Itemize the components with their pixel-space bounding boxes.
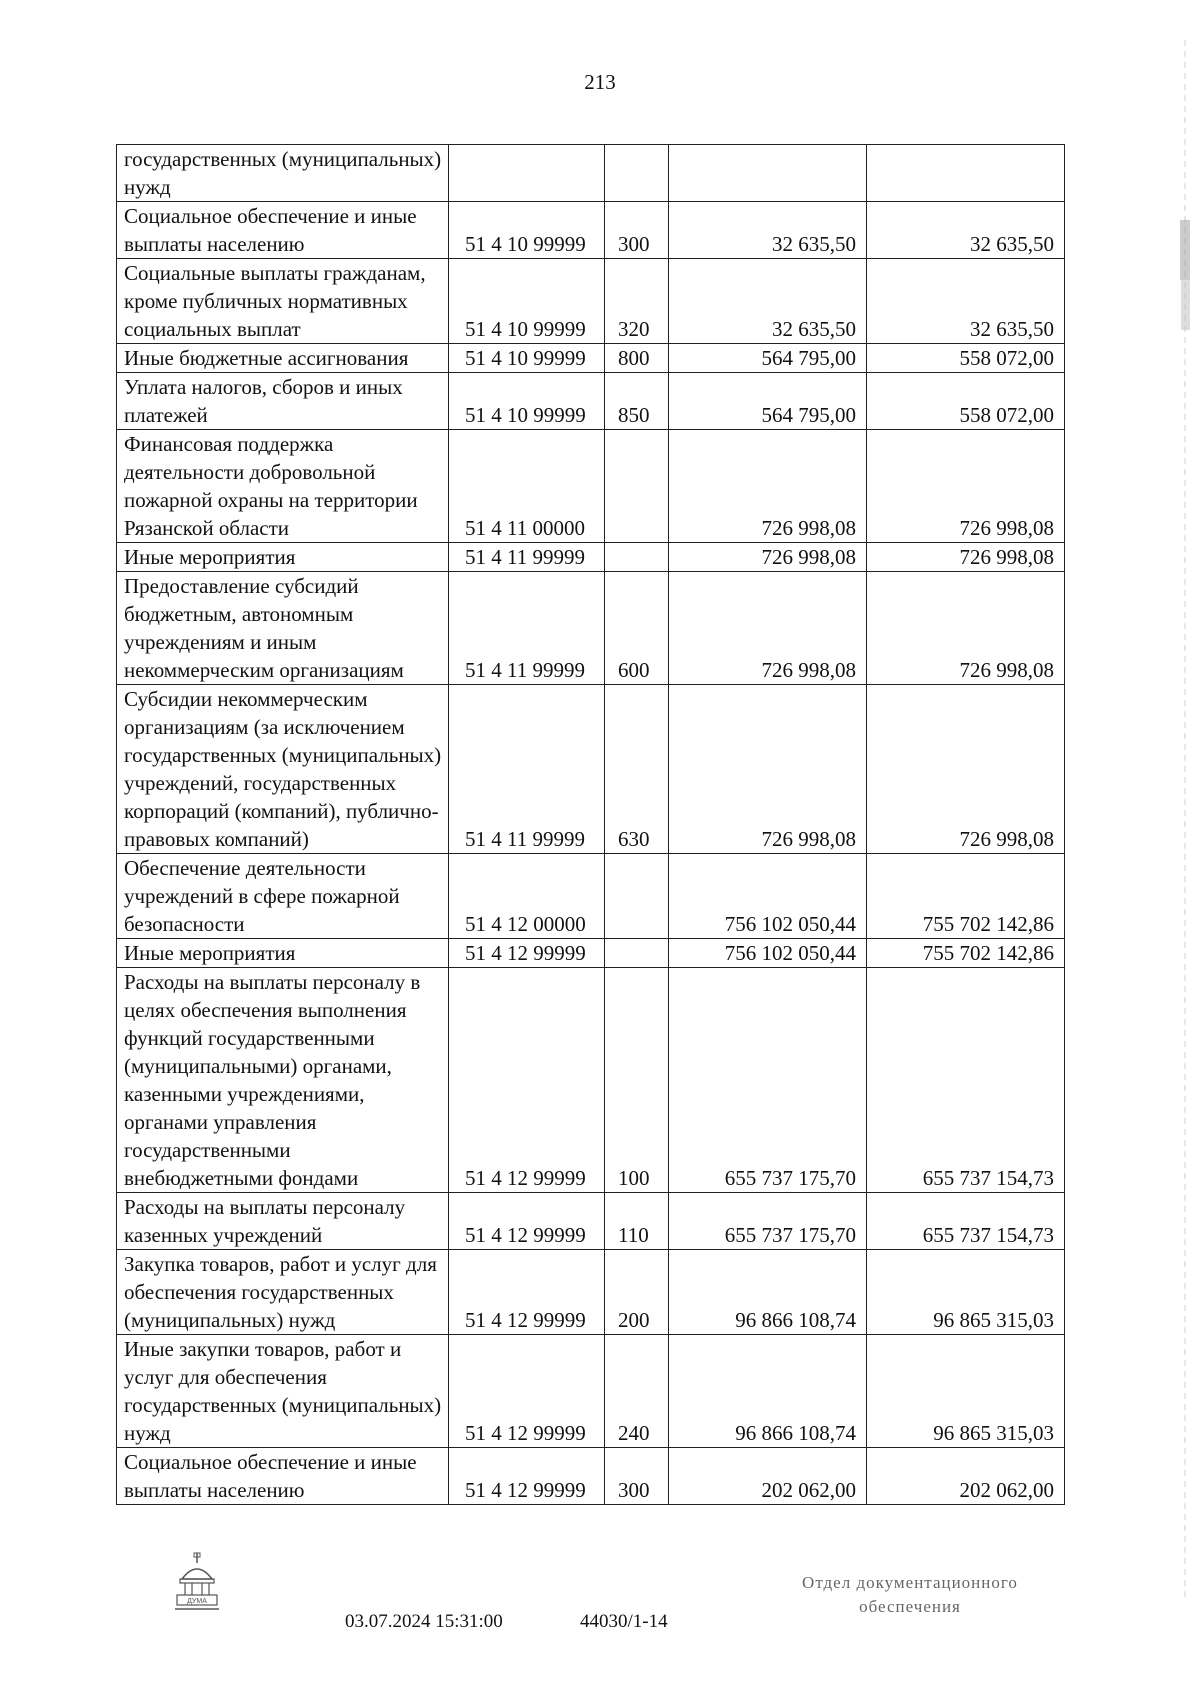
table-row: [117, 1193, 1065, 1250]
cell-name: Обеспечение деятельности учреждений в сфере пожарной безопасности: [117, 854, 449, 939]
cell-amount-1: 32 635,50: [669, 259, 867, 344]
cell-amount-2: 202 062,00: [867, 1448, 1065, 1505]
cell-name: Иные бюджетные ассигнования: [117, 344, 449, 373]
cell-name: Уплата налогов, сборов и иных платежей: [117, 373, 449, 430]
cell-amount-2: 755 702 142,86: [867, 854, 1065, 939]
cell-name: Субсидии некоммерческим организациям (за исключением государственных (муниципальных) учреждений, государственных корпораций (компаний), публично-правовых компаний): [117, 685, 449, 854]
table-row: [117, 259, 1065, 344]
cell-amount-2: 32 635,50: [867, 202, 1065, 259]
cell-name: Закупка товаров, работ и услуг для обеспечения государственных (муниципальных) нужд: [117, 1250, 449, 1335]
cell-name: Иные закупки товаров, работ и услуг для обеспечения государственных (муниципальных) нужд: [117, 1335, 449, 1448]
cell-name: Расходы на выплаты персоналу в целях обеспечения выполнения функций государственными (муниципальными) органами, казенными учреждениями, органами управления государственными внебюджетными фондами: [117, 968, 449, 1193]
cell-code: 51 4 12 99999: [449, 1335, 605, 1448]
cell-amount-1: 726 998,08: [669, 572, 867, 685]
cell-amount-2: 726 998,08: [867, 430, 1065, 543]
cell-code: 51 4 12 99999: [449, 1250, 605, 1335]
cell-code: 51 4 12 99999: [449, 939, 605, 968]
cell-name: Социальное обеспечение и иные выплаты населению: [117, 1448, 449, 1505]
table-row: [117, 572, 1065, 685]
cell-expense-type: 850: [605, 373, 669, 430]
cell-expense-type: 800: [605, 344, 669, 373]
table-row: [117, 1250, 1065, 1335]
cell-code: [449, 145, 605, 202]
cell-expense-type: 600: [605, 572, 669, 685]
cell-code: 51 4 10 99999: [449, 202, 605, 259]
cell-amount-1: 96 866 108,74: [669, 1250, 867, 1335]
department-stamp: [760, 1571, 1060, 1619]
table-row: [117, 430, 1065, 543]
cell-amount-1: 32 635,50: [669, 202, 867, 259]
cell-amount-2: [867, 145, 1065, 202]
table-row: [117, 939, 1065, 968]
cell-name: Социальное обеспечение и иные выплаты населению: [117, 202, 449, 259]
department-stamp-line1: Отдел документационного: [802, 1573, 1018, 1592]
cell-amount-1: [669, 145, 867, 202]
cell-expense-type: [605, 430, 669, 543]
cell-name: Финансовая поддержка деятельности добровольной пожарной охраны на территории Рязанской области: [117, 430, 449, 543]
scan-edge-marks: [1178, 40, 1192, 1600]
cell-amount-2: 96 865 315,03: [867, 1250, 1065, 1335]
cell-expense-type: [605, 939, 669, 968]
cell-amount-1: 655 737 175,70: [669, 968, 867, 1193]
table-row: [117, 373, 1065, 430]
budget-table: [116, 144, 1065, 1505]
cell-amount-1: 564 795,00: [669, 373, 867, 430]
cell-amount-2: 726 998,08: [867, 543, 1065, 572]
cell-expense-type: 200: [605, 1250, 669, 1335]
cell-code: 51 4 11 99999: [449, 572, 605, 685]
cell-amount-2: 726 998,08: [867, 685, 1065, 854]
footer-datetime: 03.07.2024 15:31:00: [345, 1611, 503, 1632]
cell-amount-1: 726 998,08: [669, 685, 867, 854]
cell-code: 51 4 12 00000: [449, 854, 605, 939]
table-row: [117, 202, 1065, 259]
cell-amount-2: 96 865 315,03: [867, 1335, 1065, 1448]
cell-expense-type: [605, 543, 669, 572]
table-row: [117, 1335, 1065, 1448]
cell-expense-type: 300: [605, 1448, 669, 1505]
cell-expense-type: 100: [605, 968, 669, 1193]
table-row: [117, 854, 1065, 939]
cell-code: 51 4 12 99999: [449, 1193, 605, 1250]
cell-expense-type: [605, 145, 669, 202]
cell-amount-1: 756 102 050,44: [669, 854, 867, 939]
cell-code: 51 4 10 99999: [449, 259, 605, 344]
cell-expense-type: 630: [605, 685, 669, 854]
cell-amount-2: 558 072,00: [867, 344, 1065, 373]
cell-code: 51 4 12 99999: [449, 1448, 605, 1505]
department-stamp-line2: обеспечения: [859, 1597, 961, 1616]
cell-expense-type: [605, 854, 669, 939]
budget-table-body: [117, 145, 1065, 1505]
cell-amount-1: 726 998,08: [669, 430, 867, 543]
cell-amount-1: 726 998,08: [669, 543, 867, 572]
cell-name: Иные мероприятия: [117, 939, 449, 968]
cell-code: 51 4 11 00000: [449, 430, 605, 543]
cell-expense-type: 240: [605, 1335, 669, 1448]
cell-amount-2: 726 998,08: [867, 572, 1065, 685]
cell-amount-2: 655 737 154,73: [867, 968, 1065, 1193]
cell-expense-type: 300: [605, 202, 669, 259]
cell-code: 51 4 10 99999: [449, 344, 605, 373]
table-row: [117, 685, 1065, 854]
cell-name: государственных (муниципальных) нужд: [117, 145, 449, 202]
footer-reg-number: 44030/1-14: [580, 1611, 668, 1632]
table-row: [117, 968, 1065, 1193]
cell-amount-2: 558 072,00: [867, 373, 1065, 430]
cell-name: Иные мероприятия: [117, 543, 449, 572]
cell-name: Предоставление субсидий бюджетным, автономным учреждениям и иным некоммерческим организациям: [117, 572, 449, 685]
cell-amount-1: 655 737 175,70: [669, 1193, 867, 1250]
duma-logo-icon: [172, 1551, 222, 1611]
cell-expense-type: 320: [605, 259, 669, 344]
table-row: [117, 145, 1065, 202]
cell-code: 51 4 11 99999: [449, 685, 605, 854]
table-row: [117, 1448, 1065, 1505]
cell-amount-1: 96 866 108,74: [669, 1335, 867, 1448]
cell-amount-1: 564 795,00: [669, 344, 867, 373]
cell-amount-2: 755 702 142,86: [867, 939, 1065, 968]
cell-expense-type: 110: [605, 1193, 669, 1250]
table-row: [117, 543, 1065, 572]
cell-amount-2: 32 635,50: [867, 259, 1065, 344]
cell-amount-1: 756 102 050,44: [669, 939, 867, 968]
table-row: [117, 344, 1065, 373]
cell-name: Расходы на выплаты персоналу казенных учреждений: [117, 1193, 449, 1250]
logo-label: ДУМА: [187, 1598, 207, 1605]
cell-name: Социальные выплаты гражданам, кроме публичных нормативных социальных выплат: [117, 259, 449, 344]
cell-code: 51 4 11 99999: [449, 543, 605, 572]
cell-amount-2: 655 737 154,73: [867, 1193, 1065, 1250]
cell-code: 51 4 10 99999: [449, 373, 605, 430]
cell-amount-1: 202 062,00: [669, 1448, 867, 1505]
page-number: 213: [584, 70, 616, 94]
cell-code: 51 4 12 99999: [449, 968, 605, 1193]
